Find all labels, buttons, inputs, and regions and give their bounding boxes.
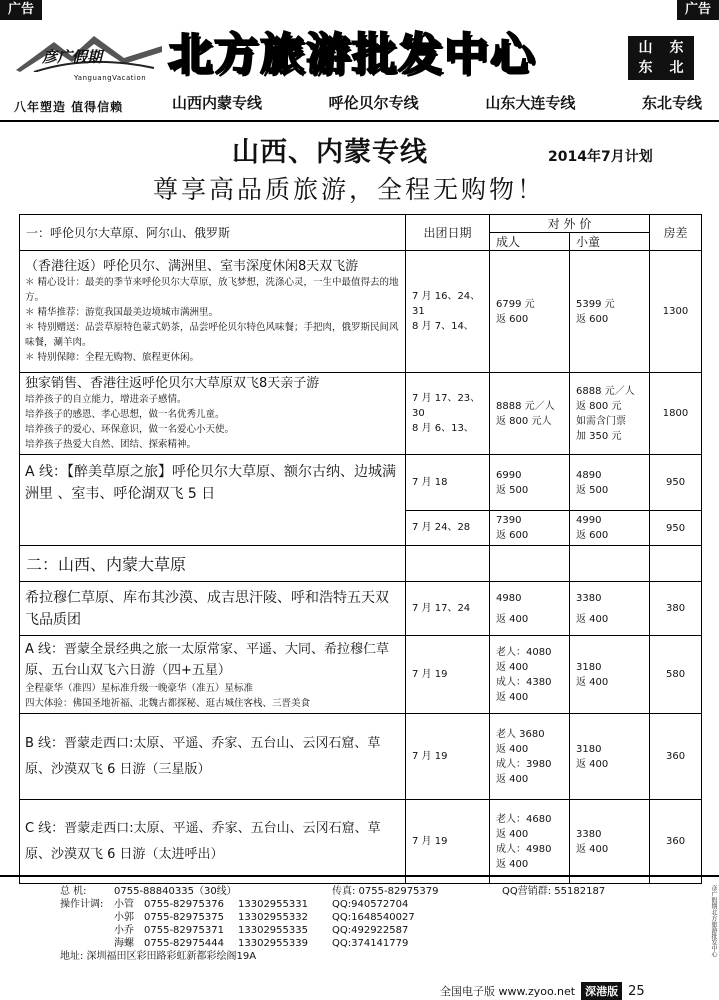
price-line: 如需含门票 <box>576 415 626 427</box>
route-note: 四大体验：佛国圣地祈福、北魏古都探秘、逛古城住客栈、三晋美食 <box>25 697 311 709</box>
route-title: C 线：晋蒙走西口:太原、平遥、乔家、五台山、云冈石窟、草原、沙漠双飞 6 日游（太进呼出） <box>25 820 381 862</box>
room-diff: 360 <box>650 714 702 800</box>
child-price <box>570 800 650 884</box>
main-phone-label: 总 机: <box>60 886 87 897</box>
room-diff: 580 <box>650 636 702 714</box>
price-line: 老人：4080 <box>496 646 552 658</box>
contact-tel: 0755-82975444 <box>144 938 224 949</box>
page-number: 25 <box>628 983 645 999</box>
price-line: 加 350 元 <box>576 430 622 442</box>
category-title: 二：山西、内蒙大草原 <box>20 546 406 582</box>
route-desc <box>20 582 406 636</box>
contact-tel: 0755-82975375 <box>144 912 224 923</box>
date-line: 8 月 7、14、 <box>412 321 474 332</box>
address: 地址: 深圳福田区彩田路彩虹新都彩绘阁19A <box>60 951 257 962</box>
site-link[interactable]: 全国电子版 www.zyoo.net <box>440 985 576 998</box>
route-title: 希拉穆仁草原、库布其沙漠、成吉思汗陵、呼和浩特五天双飞品质团 <box>25 589 389 628</box>
adult-price <box>490 511 570 546</box>
route-desc <box>20 636 406 714</box>
table-row <box>20 455 702 511</box>
adult-price <box>490 455 570 511</box>
date-line: 7 月 16、24、31 <box>412 291 481 317</box>
route-lines <box>172 92 702 113</box>
contact-name: 小乔 <box>114 925 134 936</box>
price-line: 4980 <box>496 592 522 604</box>
badge-char: 北 <box>669 60 684 76</box>
route-line: 山西内蒙专线 <box>172 94 263 112</box>
price-line: 返 400 <box>496 858 529 870</box>
region-badge <box>628 36 694 80</box>
price-header: 对 外 价 <box>490 215 650 233</box>
route-note: 全程豪华（准四）星标准升级一晚豪华（准五）星标准 <box>25 682 254 694</box>
table-row <box>20 373 702 455</box>
table-row <box>20 714 702 800</box>
room-diff: 380 <box>650 582 702 636</box>
adult-header: 成人 <box>490 233 570 251</box>
room-diff: 1800 <box>650 373 702 455</box>
price-line: 3180 <box>576 661 602 673</box>
price-line: 成人：3980 <box>496 758 552 770</box>
price-line: 返 400 <box>576 843 609 855</box>
route-title: A 线：【醉美草原之旅】呼伦贝尔大草原、额尔古纳、边城满洲里 、室韦、呼伦湖双飞 5 日 <box>25 464 397 502</box>
logo <box>14 32 164 92</box>
logo-brand-en: YanguangVacation <box>74 74 147 82</box>
badge-char: 东 <box>638 60 653 76</box>
price-line: 返 800 元人 <box>496 415 552 427</box>
contact-info <box>60 885 680 963</box>
depart-date: 7 月 19 <box>406 636 490 714</box>
footer <box>0 875 719 979</box>
plan-date: 2014年7月计划 <box>548 149 653 165</box>
section-title: 山西、内蒙专线 <box>232 137 428 168</box>
price-line: 返 400 <box>576 758 609 770</box>
price-line: 5399 元 <box>576 298 615 310</box>
fax: 传真: 0755-82975379 <box>332 886 439 897</box>
adult-price <box>490 373 570 455</box>
main-phone: 0755-88840335（30线） <box>114 886 237 897</box>
price-line: 老人：4680 <box>496 813 552 825</box>
depart-date: 7 月 19 <box>406 800 490 884</box>
child-price <box>570 714 650 800</box>
table-row <box>20 636 702 714</box>
price-line: 返 400 <box>576 676 609 688</box>
child-price <box>570 455 650 511</box>
route-title: 独家销售、香港往返呼伦贝尔大草原双飞8天亲子游 <box>25 376 320 391</box>
diff-header: 房差 <box>650 215 702 251</box>
qq-group: QQ营销群: 55182187 <box>502 886 606 897</box>
route-title: A 线：晋蒙全景经典之旅一太原常家、平遥、大同、希拉穆仁草原、五台山双飞六日游（四+五星） <box>25 641 390 678</box>
contact-qq: QQ:1648540027 <box>332 912 415 923</box>
category-header: 一：呼伦贝尔大草原、阿尔山、俄罗斯 <box>20 215 406 251</box>
price-line: 返 600 <box>576 313 609 325</box>
contact-tel: 0755-82975371 <box>144 925 224 936</box>
price-line: 成人：4380 <box>496 676 552 688</box>
price-line: 返 600 <box>576 530 609 541</box>
adult-price <box>490 636 570 714</box>
route-desc <box>20 455 406 546</box>
price-line: 返 400 <box>496 613 529 625</box>
depart-date: 7 月 17、24 <box>406 582 490 636</box>
adult-price <box>490 251 570 373</box>
price-line: 老人 3680 <box>496 728 545 740</box>
room-diff: 360 <box>650 800 702 884</box>
route-note: 培养孩子的感恩、孝心思想，做一名优秀儿童。 <box>25 409 225 420</box>
badge-char: 山 <box>638 40 653 56</box>
header <box>0 22 719 122</box>
page-footer <box>440 982 645 1000</box>
price-line: 返 400 <box>496 743 529 755</box>
child-price <box>570 582 650 636</box>
price-line: 4890 <box>576 469 602 481</box>
contact-name: 海螺 <box>114 938 134 949</box>
route-note: 培养孩子的自立能力，增进亲子感情。 <box>25 394 187 405</box>
child-price <box>570 373 650 455</box>
price-line: 成人：4980 <box>496 843 552 855</box>
depart-date <box>406 251 490 373</box>
price-line: 返 500 <box>576 484 609 496</box>
price-line: 返 400 <box>576 613 609 625</box>
table-row <box>20 251 702 373</box>
price-line: 7390 <box>496 515 522 526</box>
child-price <box>570 511 650 546</box>
contact-qq: QQ:492922587 <box>332 925 409 936</box>
route-desc <box>20 373 406 455</box>
route-note: ＊ 精心设计：最美的季节来呼伦贝尔大草原，放飞梦想，洗涤心灵，一生中最值得去的地方。 <box>25 277 399 303</box>
side-note: 彦广假期北方旅游批发中心 <box>710 885 717 957</box>
price-line: 3380 <box>576 828 602 840</box>
logo-brand: 彦广假期 <box>42 48 103 66</box>
price-line: 返 600 <box>496 530 529 541</box>
price-line: 3380 <box>576 592 602 604</box>
price-line: 返 400 <box>496 661 529 673</box>
route-title: （香港往返）呼伦贝尔、满洲里、室韦深度休闲8天双飞游 <box>25 259 359 274</box>
contact-qq: QQ:940572704 <box>332 899 409 910</box>
price-line: 返 500 <box>496 484 529 496</box>
edition-badge: 深港版 <box>581 982 622 1000</box>
depart-date <box>406 373 490 455</box>
page-title: 北方旅游批发中心 <box>168 29 536 80</box>
route-desc <box>20 800 406 884</box>
adult-price <box>490 582 570 636</box>
date-line: 8 月 6、13、 <box>412 423 474 434</box>
price-line: 返 400 <box>496 828 529 840</box>
depart-date: 7 月 19 <box>406 714 490 800</box>
route-desc <box>20 714 406 800</box>
depart-date: 7 月 18 <box>406 455 490 511</box>
price-line: 8888 元／人 <box>496 400 555 412</box>
table-row <box>20 800 702 884</box>
route-note: ＊ 精华推荐：游览我国最美边境城市满洲里。 <box>25 307 219 318</box>
price-line: 6888 元／人 <box>576 385 635 397</box>
route-note: ＊ 特别赠送：品尝草原特色蒙式奶茶，品尝呼伦贝尔特色风味餐；手把肉，俄罗斯民间风味餐，涮羊肉。 <box>25 322 399 348</box>
category-row <box>20 546 702 582</box>
route-line: 山东大连专线 <box>485 94 576 112</box>
table-row <box>20 582 702 636</box>
badge-char: 东 <box>669 40 684 56</box>
depart-date: 7 月 24、28 <box>406 511 490 546</box>
route-line: 东北专线 <box>641 94 702 112</box>
contact-name: 小郭 <box>114 912 134 923</box>
contact-mobile: 13302955332 <box>238 912 308 923</box>
contact-mobile: 13302955335 <box>238 925 308 936</box>
subtitle: 尊享高品质旅游，全程无购物！ <box>153 175 546 204</box>
price-line: 6990 <box>496 469 522 481</box>
date-header: 出团日期 <box>406 215 490 251</box>
price-line: 6799 元 <box>496 298 535 310</box>
room-diff: 950 <box>650 511 702 546</box>
date-line: 7 月 17、23、30 <box>412 393 481 419</box>
adult-price <box>490 800 570 884</box>
price-line: 4990 <box>576 515 602 526</box>
ad-label-right: 广告 <box>677 0 719 20</box>
price-line: 返 600 <box>496 313 529 325</box>
slogan: 八年塑造 值得信赖 <box>14 100 124 114</box>
ad-label-left: 广告 <box>0 0 42 20</box>
room-diff: 1300 <box>650 251 702 373</box>
route-note: 培养孩子热爱大自然、团结、探索精神。 <box>25 439 197 450</box>
contact-mobile: 13302955331 <box>238 899 308 910</box>
routes-table <box>19 214 702 884</box>
child-price <box>570 251 650 373</box>
route-title: B 线：晋蒙走西口:太原、平遥、乔家、五台山、云冈石窟、草原、沙漠双飞 6 日游（三星版） <box>25 735 381 777</box>
route-desc <box>20 251 406 373</box>
price-line: 3180 <box>576 743 602 755</box>
contact-tel: 0755-82975376 <box>144 899 224 910</box>
route-note: 培养孩子的爱心、环保意识，做一名爱心小天使。 <box>25 424 235 435</box>
route-note: ＊ 特别保障：全程无购物、旅程更休闲。 <box>25 352 200 363</box>
contact-name: 小管 <box>114 899 134 910</box>
room-diff: 950 <box>650 455 702 511</box>
price-line: 返 800 元 <box>576 400 622 412</box>
adult-price <box>490 714 570 800</box>
contact-mobile: 13302955339 <box>238 938 308 949</box>
contact-qq: QQ:374141779 <box>332 938 409 949</box>
price-line: 返 400 <box>496 773 529 785</box>
child-price <box>570 636 650 714</box>
price-line: 返 400 <box>496 691 529 703</box>
child-header: 小童 <box>570 233 650 251</box>
ops-label: 操作计调: <box>60 899 104 910</box>
route-line: 呼伦贝尔专线 <box>328 94 419 112</box>
